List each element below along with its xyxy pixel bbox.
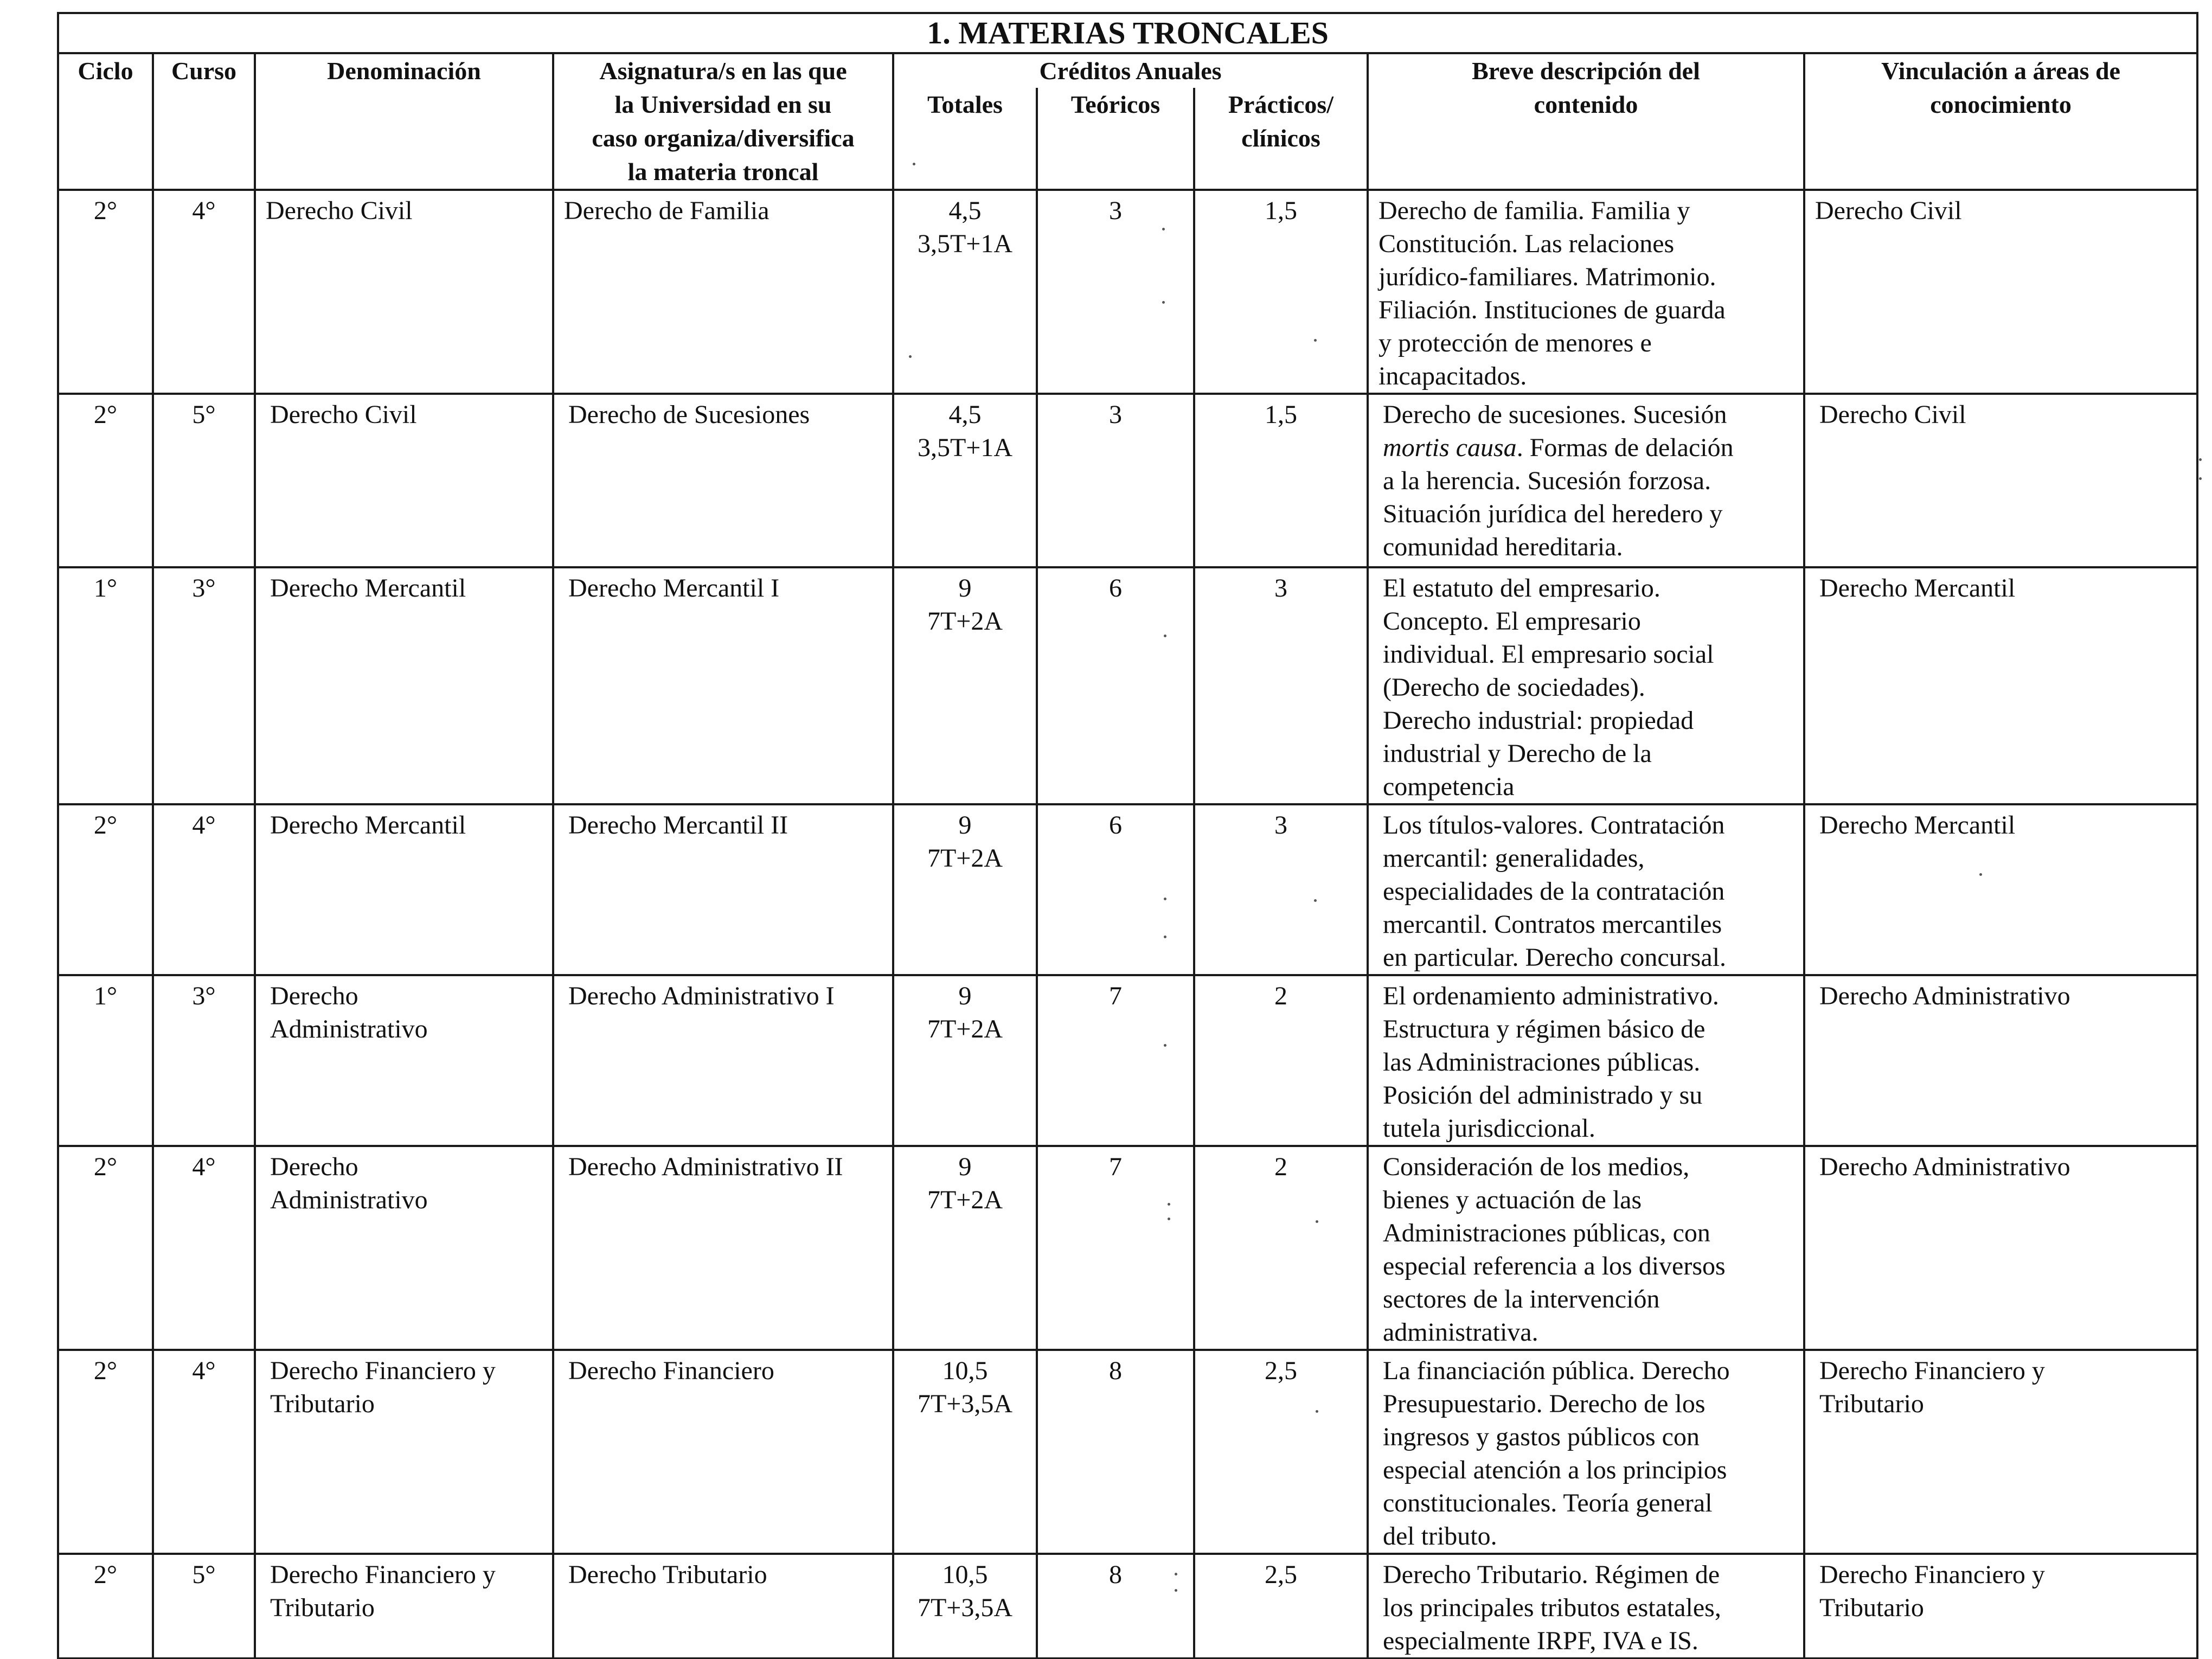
cell-vinculacion: Derecho Administrativo (1804, 975, 2197, 1146)
cell-descripcion: Derecho Tributario. Régimen de los principales tributos estatales, especialmente IRPF, IVA e IS. (1368, 1554, 1804, 1658)
cell-practicos: 1,5 (1194, 190, 1368, 394)
scan-speck (1316, 1220, 1318, 1223)
cell-ciclo: 2° (58, 394, 153, 567)
cell-descripcion: El estatuto del empresario. Concepto. El empresario individual. El empresario social (Derecho de sociedades). Derecho industrial: propiedad industrial y Derecho de la competencia (1368, 567, 1804, 804)
cell-teoricos: 6 (1037, 804, 1194, 975)
table-row (58, 975, 2197, 1146)
scan-speck (1175, 1589, 1177, 1592)
cell-denominacion: Derecho Administrativo (255, 1146, 553, 1350)
table-row (58, 1146, 2197, 1350)
cell-descripcion: Derecho de sucesiones. Sucesión mortis causa. Formas de delación a la herencia. Sucesión forzosa. Situación jurídica del heredero y comunidad hereditaria. (1368, 394, 1804, 567)
cell-practicos: 3 (1194, 804, 1368, 975)
cell-asignatura: Derecho Administrativo I (553, 975, 893, 1146)
cell-descripcion: Consideración de los medios, bienes y actuación de las Administraciones públicas, con especial referencia a los diversos sectores de la intervención administrativa. (1368, 1146, 1804, 1350)
table-row (58, 567, 2197, 804)
cell-curso: 5° (153, 394, 255, 567)
cell-descripcion: Los títulos-valores. Contratación mercantil: generalidades, especialidades de la contratación mercantil. Contratos mercantiles en particular. Derecho concursal. (1368, 804, 1804, 975)
table-title: 1. MATERIAS TRONCALES (58, 13, 2197, 53)
cell-asignatura: Derecho Mercantil I (553, 567, 893, 804)
cell-vinculacion: Derecho Administrativo (1804, 1146, 2197, 1350)
cell-curso: 4° (153, 804, 255, 975)
scan-speck (1979, 873, 1982, 876)
cell-ciclo: 2° (58, 1554, 153, 1658)
scan-speck (1162, 301, 1165, 304)
cell-denominacion: Derecho Mercantil (255, 804, 553, 975)
cell-teoricos: 8 (1037, 1554, 1194, 1658)
cell-totales: 9 7T+2A (893, 1146, 1037, 1350)
cell-vinculacion: Derecho Financiero y Tributario (1804, 1554, 2197, 1658)
cell-vinculacion: Derecho Mercantil (1804, 804, 2197, 975)
italic-term: mortis causa (1383, 433, 1517, 462)
cell-totales: 10,5 7T+3,5A (893, 1350, 1037, 1554)
cell-denominacion: Derecho Financiero y Tributario (255, 1554, 553, 1658)
cell-teoricos: 8 (1037, 1350, 1194, 1554)
cell-totales: 4,5 3,5T+1A (893, 190, 1037, 394)
scan-speck (1162, 228, 1165, 230)
header-denominacion: Denominación (255, 53, 553, 190)
header-descripcion: Breve descripción del contenido (1368, 53, 1804, 190)
cell-curso: 3° (153, 567, 255, 804)
cell-teoricos: 3 (1037, 394, 1194, 567)
cell-teoricos: 3 (1037, 190, 1194, 394)
scan-speck (1164, 1044, 1166, 1047)
cell-asignatura: Derecho Mercantil II (553, 804, 893, 975)
cell-ciclo: 2° (58, 190, 153, 394)
document-page (57, 12, 2196, 1659)
cell-descripcion: Derecho de familia. Familia y Constitución. Las relaciones jurídico-familiares. Matrimonio. Filiación. Instituciones de guarda y protección de menores e incapacitados. (1368, 190, 1804, 394)
cell-ciclo: 2° (58, 804, 153, 975)
table-row (58, 804, 2197, 975)
table-row (58, 394, 2197, 567)
cell-denominacion: Derecho Administrativo (255, 975, 553, 1146)
cell-asignatura: Derecho de Familia (553, 190, 893, 394)
scan-speck (2199, 477, 2202, 480)
cell-ciclo: 1° (58, 567, 153, 804)
cell-practicos: 1,5 (1194, 394, 1368, 567)
header-practicos: Prácticos/ clínicos (1194, 88, 1368, 190)
cell-teoricos: 6 (1037, 567, 1194, 804)
cell-teoricos: 7 (1037, 1146, 1194, 1350)
table-row (58, 1554, 2197, 1658)
cell-totales: 10,5 7T+3,5A (893, 1554, 1037, 1658)
materias-troncales-table (57, 12, 2198, 1659)
scan-speck (1164, 898, 1166, 900)
header-asignatura: Asignatura/s en las que la Universidad en su caso organiza/diversifica la materia troncal (553, 53, 893, 190)
table-row (58, 190, 2197, 394)
cell-curso: 4° (153, 190, 255, 394)
cell-totales: 4,5 3,5T+1A (893, 394, 1037, 567)
cell-descripcion: La financiación pública. Derecho Presupuestario. Derecho de los ingresos y gastos públicos con especial atención a los principios constitucionales. Teoría general del tributo. (1368, 1350, 1804, 1554)
header-totales: Totales (893, 88, 1037, 190)
cell-denominacion: Derecho Civil (255, 190, 553, 394)
cell-curso: 4° (153, 1350, 255, 1554)
scan-speck (1314, 339, 1317, 342)
scan-speck (1168, 1218, 1170, 1220)
cell-practicos: 2 (1194, 975, 1368, 1146)
cell-denominacion: Derecho Civil (255, 394, 553, 567)
cell-denominacion: Derecho Financiero y Tributario (255, 1350, 553, 1554)
header-teoricos: Teóricos (1037, 88, 1194, 190)
cell-practicos: 2,5 (1194, 1350, 1368, 1554)
cell-totales: 9 7T+2A (893, 975, 1037, 1146)
scan-speck (2199, 458, 2202, 461)
cell-vinculacion: Derecho Financiero y Tributario (1804, 1350, 2197, 1554)
cell-curso: 5° (153, 1554, 255, 1658)
header-ciclo: Ciclo (58, 53, 153, 190)
cell-curso: 4° (153, 1146, 255, 1350)
cell-ciclo: 2° (58, 1350, 153, 1554)
cell-practicos: 3 (1194, 567, 1368, 804)
cell-vinculacion: Derecho Mercantil (1804, 567, 2197, 804)
scan-speck (1168, 1203, 1170, 1206)
cell-asignatura: Derecho Tributario (553, 1554, 893, 1658)
cell-practicos: 2,5 (1194, 1554, 1368, 1658)
cell-asignatura: Derecho de Sucesiones (553, 394, 893, 567)
cell-totales: 9 7T+2A (893, 804, 1037, 975)
scan-speck (1175, 1573, 1177, 1575)
scan-speck (1314, 899, 1317, 902)
cell-denominacion: Derecho Mercantil (255, 567, 553, 804)
scan-speck (909, 355, 912, 358)
table-row (58, 1350, 2197, 1554)
cell-ciclo: 1° (58, 975, 153, 1146)
header-creditos-anuales: Créditos Anuales (893, 53, 1368, 88)
cell-vinculacion: Derecho Civil (1804, 394, 2197, 567)
scan-speck (1164, 635, 1166, 637)
header-vinculacion: Vinculación a áreas de conocimiento (1804, 53, 2197, 190)
cell-asignatura: Derecho Financiero (553, 1350, 893, 1554)
header-curso: Curso (153, 53, 255, 190)
cell-descripcion: El ordenamiento administrativo. Estructura y régimen básico de las Administraciones públicas. Posición del administrado y su tutela jurisdiccional. (1368, 975, 1804, 1146)
scan-speck (913, 163, 915, 165)
cell-asignatura: Derecho Administrativo II (553, 1146, 893, 1350)
scan-speck (1164, 936, 1166, 938)
cell-ciclo: 2° (58, 1146, 153, 1350)
cell-practicos: 2 (1194, 1146, 1368, 1350)
scan-speck (1316, 1410, 1318, 1413)
cell-teoricos: 7 (1037, 975, 1194, 1146)
cell-vinculacion: Derecho Civil (1804, 190, 2197, 394)
cell-totales: 9 7T+2A (893, 567, 1037, 804)
cell-curso: 3° (153, 975, 255, 1146)
